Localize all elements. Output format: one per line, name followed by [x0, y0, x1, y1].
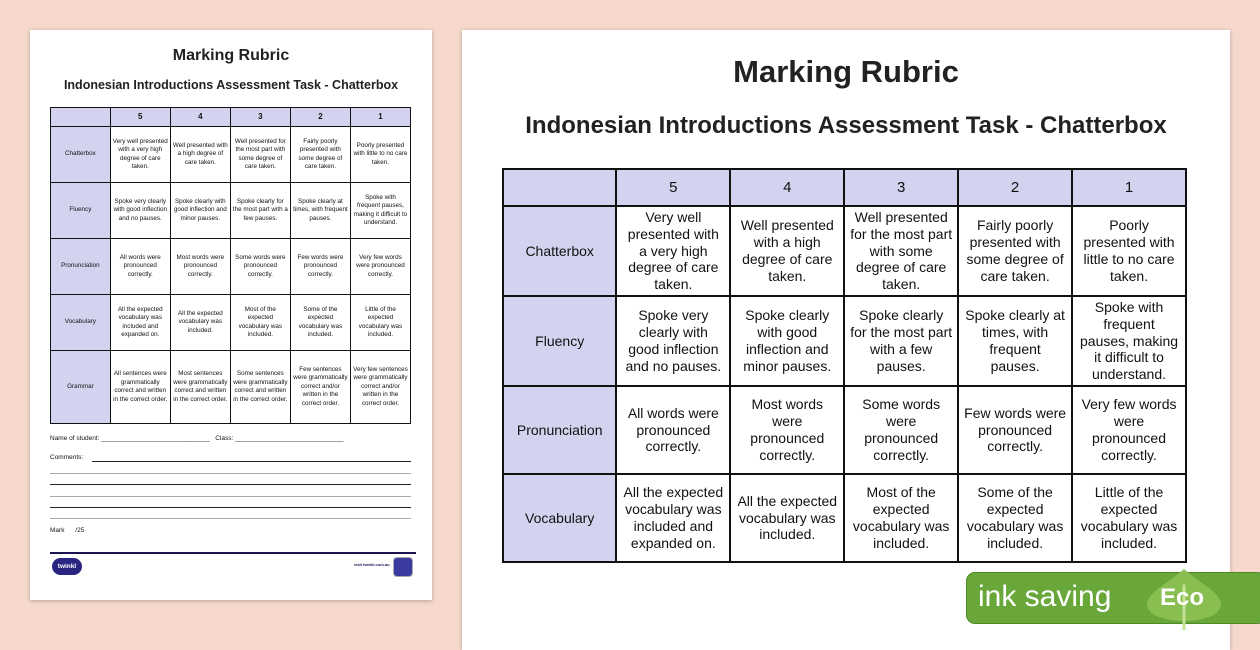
rubric-cell: Spoke clearly for the most part with a few pauses.	[230, 183, 290, 239]
rubric-cell: Most words were pronounced correctly.	[170, 239, 230, 295]
criterion-label: Pronunciation	[51, 239, 111, 295]
mark-label: Mark	[50, 527, 65, 534]
footer-url: visit twinkl.com.au	[354, 562, 390, 567]
comment-line	[50, 473, 411, 474]
preview-thumbnail-page[interactable]	[30, 30, 432, 600]
eco-label: Eco	[1160, 584, 1205, 611]
criterion-label: Grammar	[51, 351, 111, 424]
twinkl-logo: twinkl	[52, 558, 82, 575]
rubric-cell: All the expected vocabulary was included and expanded on.	[110, 295, 170, 351]
comment-line	[92, 461, 411, 462]
rubric-cell: Most words were pronounced correctly.	[730, 386, 844, 474]
mark-field	[50, 527, 84, 534]
rubric-cell: Well presented with a high degree of care taken.	[170, 127, 230, 183]
score-header: 1	[350, 108, 410, 127]
rubric-cell: Fairly poorly presented with some degree of care taken.	[290, 127, 350, 183]
rubric-cell: Very well presented with a very high degree of care taken.	[616, 206, 730, 296]
rubric-cell: Very few words were pronounced correctly.	[1072, 386, 1186, 474]
rubric-cell: Spoke clearly at times, with frequent pauses.	[958, 296, 1072, 386]
score-header: 5	[110, 108, 170, 127]
rubric-row	[503, 296, 1186, 386]
ink-saving-text: ink saving	[978, 580, 1112, 613]
score-header: 2	[290, 108, 350, 127]
rubric-cell: Spoke clearly with good inflection and minor pauses.	[730, 296, 844, 386]
score-header: 1	[1072, 169, 1186, 206]
rubric-cell: Most sentences were grammatically correct and written in the correct order.	[170, 351, 230, 424]
rubric-cell: Well presented with a high degree of care taken.	[730, 206, 844, 296]
rubric-row	[51, 239, 411, 295]
score-header: 3	[230, 108, 290, 127]
comments-label: Comments:	[50, 454, 84, 461]
rubric-table-small	[50, 107, 411, 424]
rubric-cell: Spoke very clearly with good inflection and no pauses.	[616, 296, 730, 386]
rubric-cell: Little of the expected vocabulary was included.	[350, 295, 410, 351]
class-label: Class:	[215, 435, 234, 442]
rubric-cell: All the expected vocabulary was included.	[730, 474, 844, 562]
rubric-cell: Most of the expected vocabulary was included.	[844, 474, 958, 562]
corner-cell	[503, 169, 616, 206]
name-label: Name of student:	[50, 435, 100, 442]
rubric-row	[51, 127, 411, 183]
rubric-cell: Fairly poorly presented with some degree of care taken.	[958, 206, 1072, 296]
criterion-label: Pronunciation	[503, 386, 616, 474]
criterion-label: Vocabulary	[503, 474, 616, 562]
rubric-cell: Spoke with frequent pauses, making it difficult to understand.	[1072, 296, 1186, 386]
corner-cell	[51, 108, 111, 127]
rubric-cell: All the expected vocabulary was included and expanded on.	[616, 474, 730, 562]
rubric-cell: Poorly presented with little to no care taken.	[350, 127, 410, 183]
rubric-cell: Spoke clearly for the most part with a few pauses.	[844, 296, 958, 386]
rubric-cell: Some of the expected vocabulary was included.	[290, 295, 350, 351]
rubric-cell: Few words were pronounced correctly.	[290, 239, 350, 295]
student-name-field: Name of student: ______________________________ Class: ______________________________	[50, 435, 344, 442]
rubric-row	[51, 295, 411, 351]
rubric-cell: Spoke clearly at times, with frequent pauses.	[290, 183, 350, 239]
page-title: Marking Rubric	[733, 54, 959, 89]
score-header: 4	[730, 169, 844, 206]
page-subtitle: Indonesian Introductions Assessment Task - Chatterbox	[63, 78, 399, 92]
rubric-cell: Very well presented with a very high degree of care taken.	[110, 127, 170, 183]
score-header: 3	[844, 169, 958, 206]
rubric-cell: All words were pronounced correctly.	[616, 386, 730, 474]
rubric-cell: Poorly presented with little to no care taken.	[1072, 206, 1186, 296]
rubric-cell: Some sentences were grammatically correct and written in the correct order.	[230, 351, 290, 424]
score-header: 2	[958, 169, 1072, 206]
rubric-cell: All words were pronounced correctly.	[110, 239, 170, 295]
score-header-row	[503, 169, 1186, 206]
criterion-label: Fluency	[51, 183, 111, 239]
page-subtitle: Indonesian Introductions Assessment Task - Chatterbox	[525, 112, 1167, 139]
rubric-cell: All sentences were grammatically correct and written in the correct order.	[110, 351, 170, 424]
preview-large-page	[462, 30, 1230, 650]
quality-badge-icon	[393, 557, 413, 577]
comment-line	[50, 518, 411, 519]
mark-total: /25	[75, 527, 85, 534]
rubric-cell: Very few words were pronounced correctly.	[350, 239, 410, 295]
comment-line	[50, 507, 411, 508]
score-header: 4	[170, 108, 230, 127]
criterion-label: Chatterbox	[503, 206, 616, 296]
rubric-cell: Spoke very clearly with good inflection and no pauses.	[110, 183, 170, 239]
rubric-cell: Well presented for the most part with some degree of care taken.	[844, 206, 958, 296]
score-header: 5	[616, 169, 730, 206]
rubric-row	[503, 386, 1186, 474]
rubric-cell: Few sentences were grammatically correct and/or written in the correct order.	[290, 351, 350, 424]
rubric-cell: Most of the expected vocabulary was included.	[230, 295, 290, 351]
rubric-cell: Some words were pronounced correctly.	[230, 239, 290, 295]
criterion-label: Chatterbox	[51, 127, 111, 183]
comment-line	[50, 496, 411, 497]
criterion-label: Vocabulary	[51, 295, 111, 351]
footer-divider	[50, 552, 416, 554]
page-title: Marking Rubric	[172, 47, 290, 64]
rubric-cell: Some of the expected vocabulary was included.	[958, 474, 1072, 562]
rubric-cell: Very few sentences were grammatically correct and/or written in the correct order.	[350, 351, 410, 424]
rubric-cell: Spoke with frequent pauses, making it difficult to understand.	[350, 183, 410, 239]
rubric-table-large	[502, 168, 1187, 563]
rubric-row	[51, 183, 411, 239]
comment-line	[50, 484, 411, 485]
rubric-cell: Some words were pronounced correctly.	[844, 386, 958, 474]
score-header-row	[51, 108, 411, 127]
rubric-cell: Little of the expected vocabulary was included.	[1072, 474, 1186, 562]
rubric-cell: Spoke clearly with good inflection and minor pauses.	[170, 183, 230, 239]
rubric-row	[51, 351, 411, 424]
rubric-cell: Few words were pronounced correctly.	[958, 386, 1072, 474]
criterion-label: Fluency	[503, 296, 616, 386]
rubric-row	[503, 206, 1186, 296]
rubric-cell: Well presented for the most part with some degree of care taken.	[230, 127, 290, 183]
rubric-cell: All the expected vocabulary was included.	[170, 295, 230, 351]
rubric-row	[503, 474, 1186, 562]
